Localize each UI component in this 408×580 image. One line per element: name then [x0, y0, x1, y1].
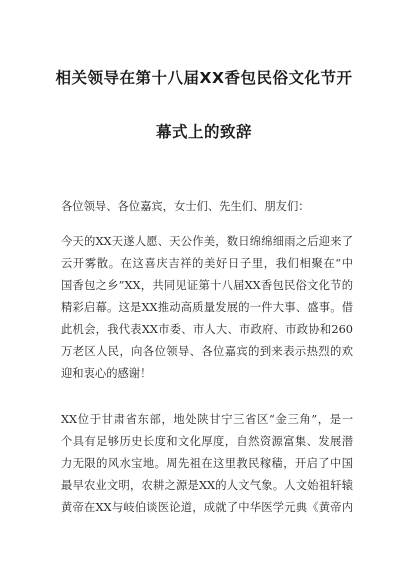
greeting-text: 各位领导、各位嘉宾，女士们、先生们、朋友们：: [61, 200, 310, 213]
paragraph-line: 黄帝在XX与岐伯谈医论道，成就了中华医学元典《黄帝内: [61, 501, 353, 514]
paragraph-1: [61, 231, 353, 385]
paragraph-line: 最早农业文明，农耕之源是XX的人文气象。人文始祖轩辕: [61, 479, 353, 492]
paragraph-line: 精彩启幕。这是XX推动高质量发展的一件大事、盛事。借: [61, 301, 353, 314]
document-title-line-1: 相关领导在第十八届XX香包民俗文化节开: [55, 69, 353, 87]
paragraph-line: 力无限的风水宝地。周先祖在这里教民稼穑，开启了中国: [61, 457, 353, 470]
paragraph-line: 云开雾散。在这喜庆吉祥的美好日子里，我们相聚在“中: [61, 257, 353, 270]
paragraph-line: XX位于甘肃省东部，地处陕甘宁三省区“金三角”，是一: [61, 413, 353, 426]
paragraph-line: 今天的XX天遂人愿、天公作美，数日绵绵细雨之后迎来了: [61, 235, 353, 248]
paragraph-line: 个具有足够历史长度和文化厚度，自然资源富集、发展潜: [61, 435, 353, 448]
greeting: [61, 196, 353, 218]
paragraph-line: 迎和衷心的感谢！: [61, 367, 152, 380]
paragraph-2: [61, 409, 353, 519]
paragraph-line: 国香包之乡”XX，共同见证第十八届XX香包民俗文化节的: [61, 279, 353, 292]
paragraph-line: 万老区人民，向各位领导、各位嘉宾的到来表示热烈的欢: [61, 345, 353, 358]
paragraph-line: 此机会，我代表XX市委、市人大、市政府、市政协和260: [61, 323, 353, 336]
document-title-line-2: 幕式上的致辞: [155, 123, 252, 141]
